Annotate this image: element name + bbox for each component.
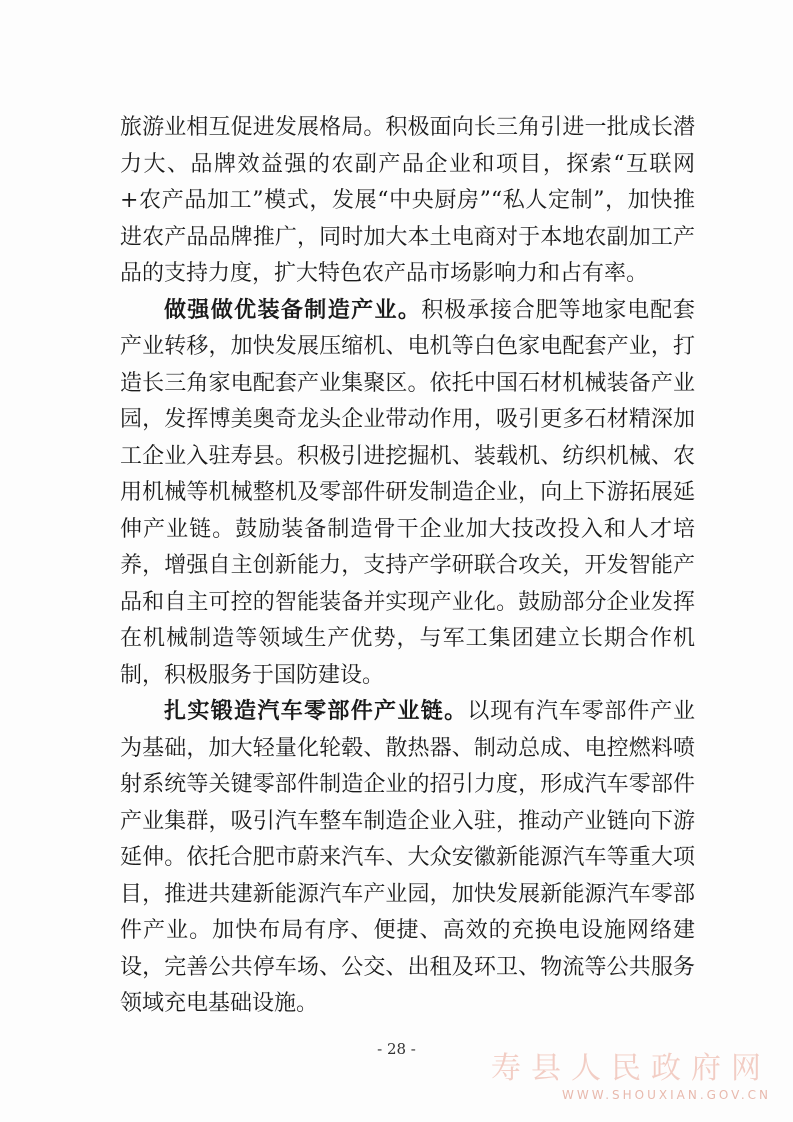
paragraph-text: 旅游业相互促进发展格局。积极面向长三角引进一批成长潜力大、品牌效益强的农副产品企业和项目，探索“互联网+农产品加工”模式，发展“中央厨房”“私人定制”，加快推进农产品品牌推广，同时加大本土电商对于本地农副加工产品的支持力度，扩大特色农产品市场影响力和占有率。 <box>120 115 695 286</box>
paragraph-text: 积极承接合肥等地家电配套产业转移，加快发展压缩机、电机等白色家电配套产业，打造长三角家电配套产业集聚区。依托中国石材机械装备产业园，发挥博美奥奇龙头企业带动作用，吸引更多石材精深加工企业入驻寿县。积极引进挖掘机、装载机、纺织机械、农用机械等机械整机及零部件研发制造企业，向上下游拓展延伸产业链。鼓励装备制造骨干企业加大技改投入和人才培养，增强自主创新能力，支持产学研联合攻关，开发智能产品和自主可控的智能装备并实现产业化。鼓励部分企业发挥在机械制造等领域生产优势，与军工集团建立长期合作机制，积极服务于国防建设。 <box>120 297 695 688</box>
paragraph-text: 以现有汽车零部件产业为基础，加大轻量化轮毂、散热器、制动总成、电控燃料喷射系统等关键零部件制造企业的招引力度，形成汽车零部件产业集群，吸引汽车整车制造企业入驻，推动产业链向下游延伸。依托合肥市蔚来汽车、大众安徽新能源汽车等重大项目，推进共建新能源汽车产业园，加快发展新能源汽车零部件产业。加快布局有序、便捷、高效的充换电设施网络建设，完善公共停车场、公交、出租及环卫、物流等公共服务领域充电基础设施。 <box>120 699 695 1016</box>
watermark-url: WWW.SHOUXIAN.GOV.CN <box>561 1088 771 1102</box>
watermark-title: 寿县人民政府网 <box>491 1051 771 1086</box>
paragraph-continuation <box>120 110 695 293</box>
paragraph-heading: 做强做优装备制造产业。 <box>164 297 422 323</box>
paragraph-equipment-manufacturing <box>120 293 695 695</box>
body-text <box>120 110 695 1023</box>
paragraph-auto-parts <box>120 694 695 1023</box>
paragraph-heading: 扎实锻造汽车零部件产业链。 <box>164 699 468 724</box>
watermark <box>491 1052 771 1102</box>
page-number: - 28 - <box>377 1040 416 1058</box>
